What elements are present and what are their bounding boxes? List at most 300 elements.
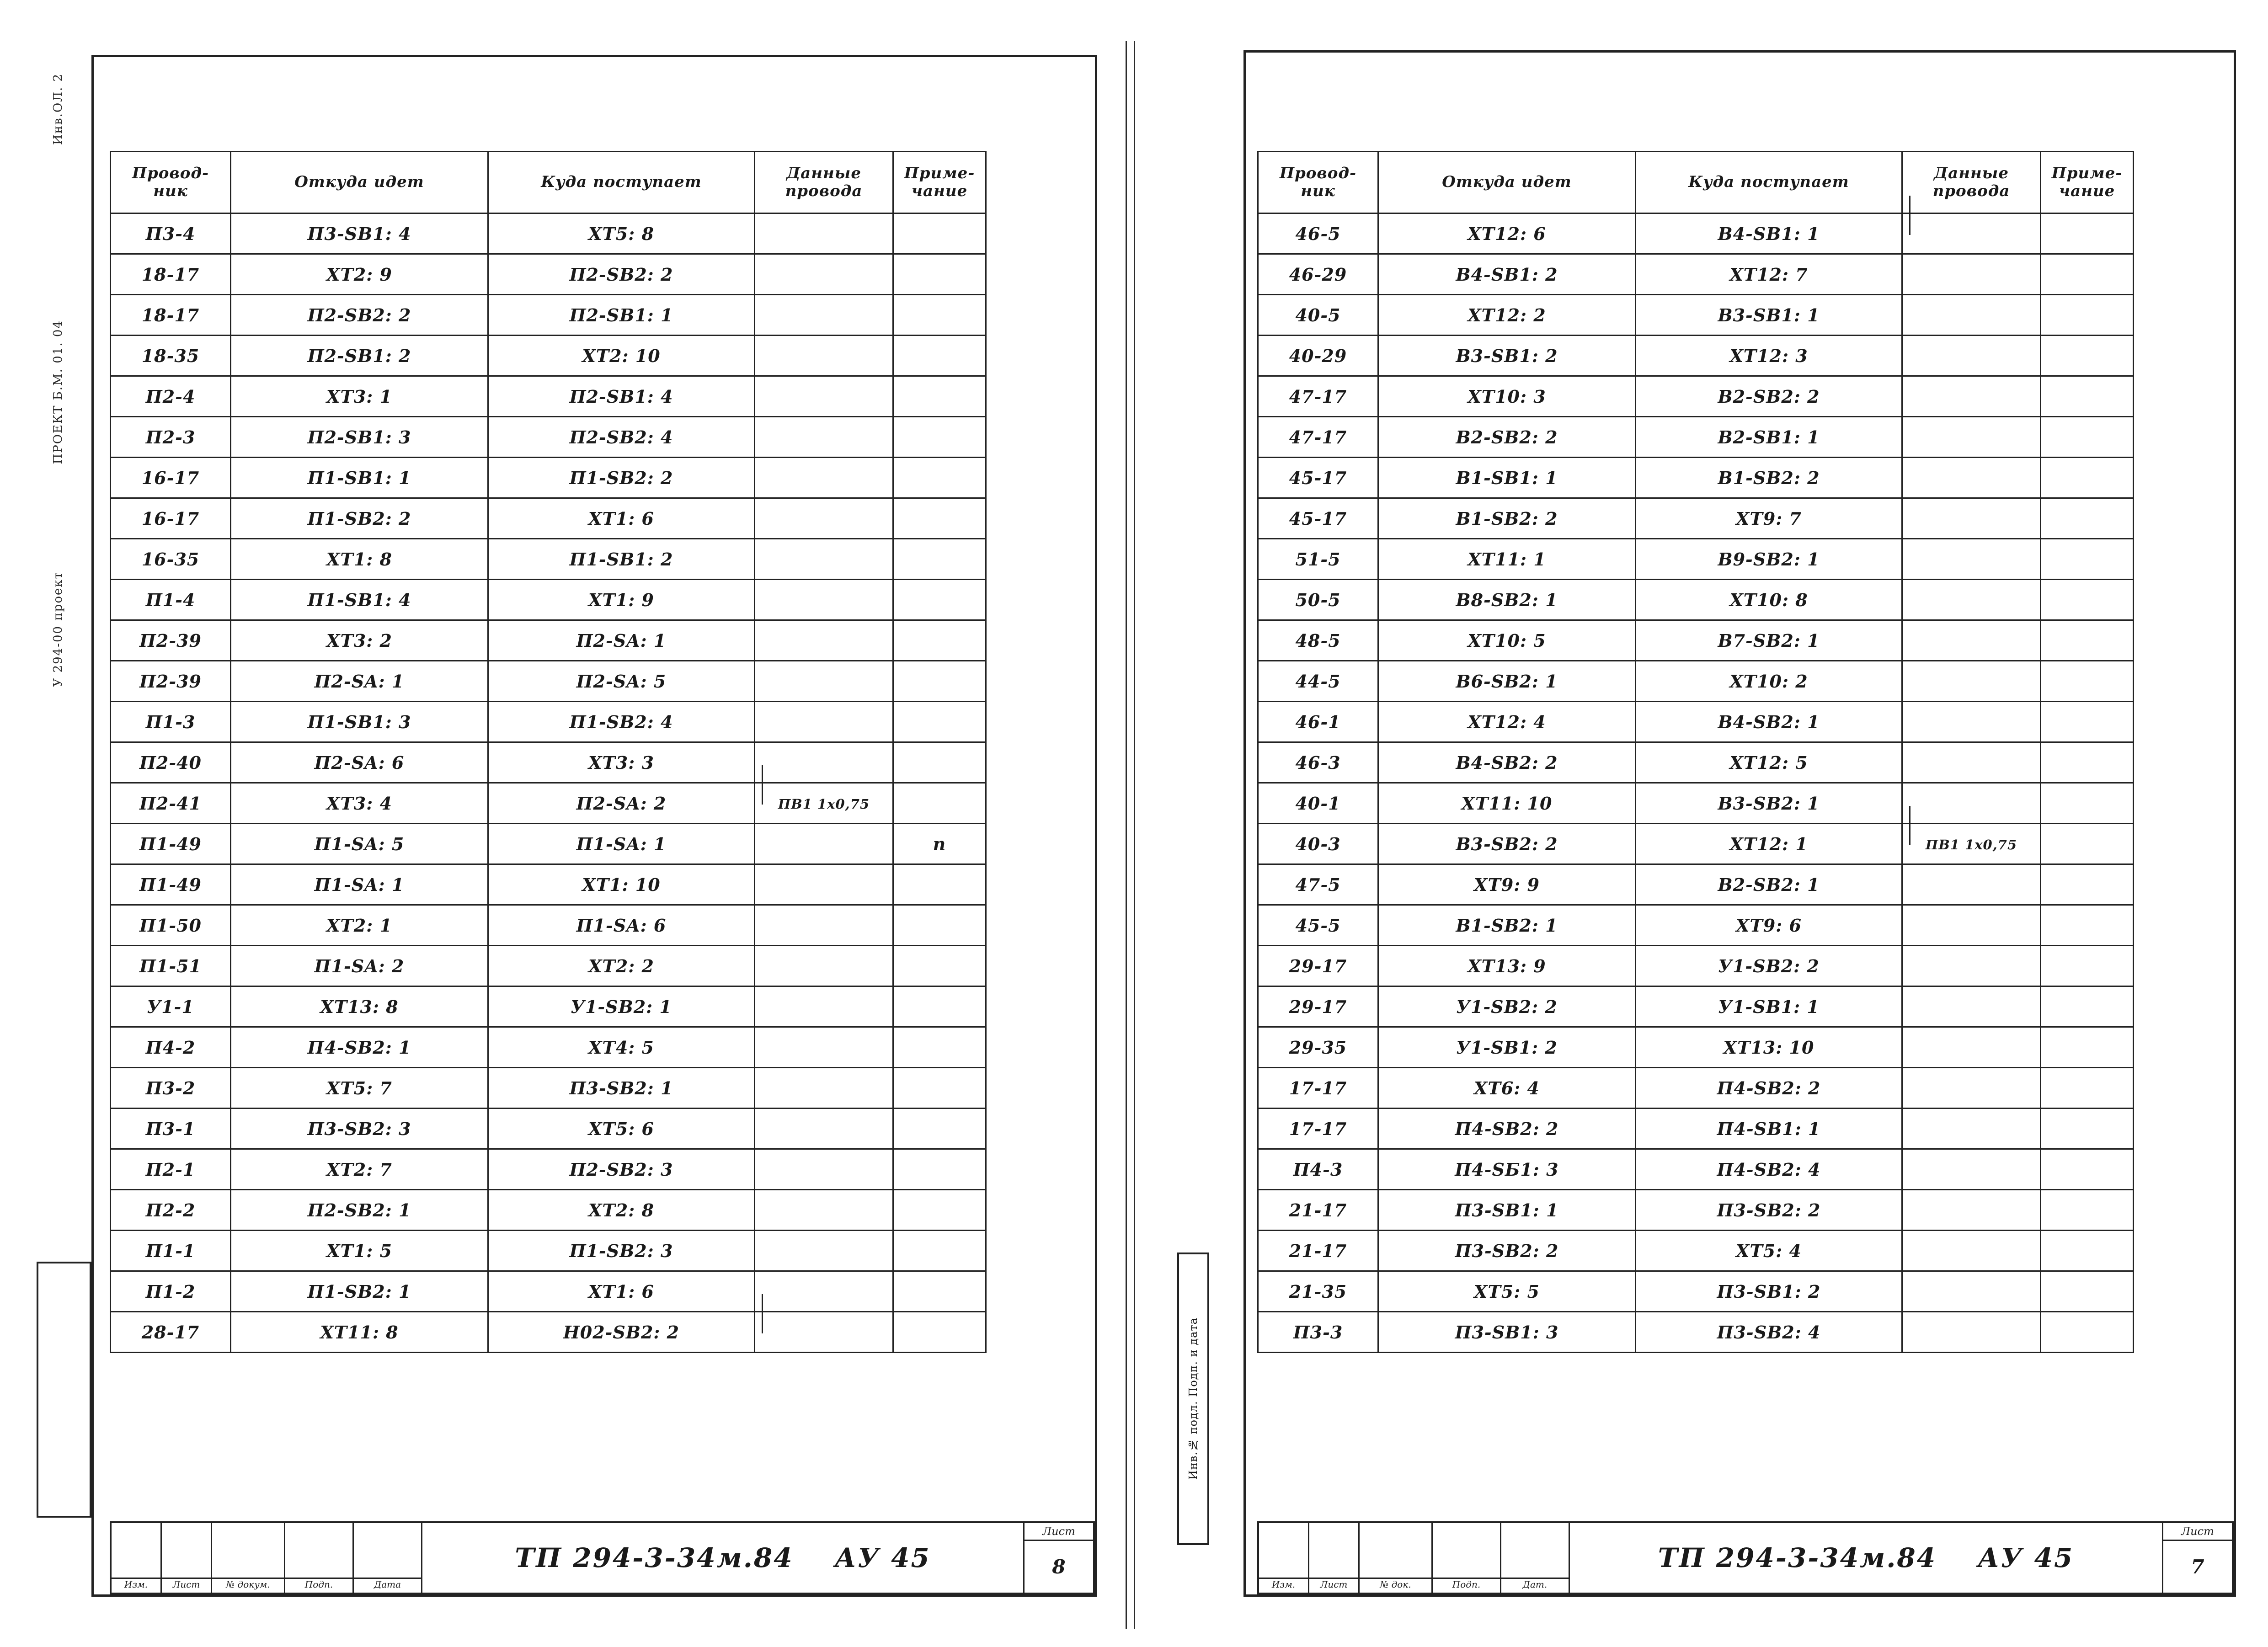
cell-conductor: 16-35 xyxy=(111,539,231,580)
cell-conductor: П2-40 xyxy=(111,742,231,783)
table-row xyxy=(1258,213,2134,254)
cell-conductor: 50-5 xyxy=(1258,580,1378,620)
cell-from: У1-SB2: 2 xyxy=(1378,986,1636,1027)
cell-note xyxy=(893,417,986,458)
right-margin-box xyxy=(1177,1253,1209,1545)
cell-note xyxy=(2041,1190,2134,1231)
cell-from: П1-SB1: 1 xyxy=(231,458,488,498)
cell-wire-data xyxy=(755,417,893,458)
cell-note xyxy=(893,1109,986,1149)
cell-wire-data xyxy=(755,539,893,580)
cell-from: XT2: 9 xyxy=(231,254,488,295)
left-sheet-number-box xyxy=(1023,1523,1093,1593)
table-header-row xyxy=(1258,152,2134,213)
cell-conductor: П1-50 xyxy=(111,905,231,946)
cell-to: П4-SB1: 1 xyxy=(1636,1109,1902,1149)
cell-from: В4-SB1: 2 xyxy=(1378,254,1636,295)
cell-note xyxy=(893,1312,986,1353)
stamp-label-list: Лист xyxy=(1309,1578,1358,1593)
cell-note xyxy=(893,661,986,702)
table-row xyxy=(1258,946,2134,986)
cell-wire-data xyxy=(755,1149,893,1190)
cell-to: П2-SB1: 4 xyxy=(488,376,755,417)
cell-to: XT2: 2 xyxy=(488,946,755,986)
cell-wire-data xyxy=(755,498,893,539)
cell-to: XT2: 8 xyxy=(488,1190,755,1231)
cell-conductor: П2-2 xyxy=(111,1190,231,1231)
cell-wire-data xyxy=(755,864,893,905)
cell-conductor: 17-17 xyxy=(1258,1109,1378,1149)
cell-wire-data xyxy=(1902,783,2041,824)
table-row xyxy=(111,824,986,864)
cell-conductor: П2-4 xyxy=(111,376,231,417)
cell-to: П2-SB2: 4 xyxy=(488,417,755,458)
cell-note xyxy=(893,539,986,580)
left-margin-box xyxy=(37,1262,91,1518)
table-header-row xyxy=(111,152,986,213)
table-row xyxy=(1258,376,2134,417)
cell-wire-data xyxy=(1902,254,2041,295)
cell-from: В3-SB1: 2 xyxy=(1378,336,1636,376)
cell-from: XT11: 8 xyxy=(231,1312,488,1353)
cell-from: П3-SB1: 1 xyxy=(1378,1190,1636,1231)
cell-from: П1-SB1: 4 xyxy=(231,580,488,620)
cell-to: В7-SB2: 1 xyxy=(1636,620,1902,661)
cell-wire-data xyxy=(755,458,893,498)
cell-from: В1-SB2: 1 xyxy=(1378,905,1636,946)
cell-note xyxy=(893,458,986,498)
cell-conductor: 40-5 xyxy=(1258,295,1378,336)
cell-wire-data xyxy=(1902,1271,2041,1312)
cell-wire-data xyxy=(1902,1312,2041,1353)
cell-conductor: 46-29 xyxy=(1258,254,1378,295)
table-row xyxy=(111,946,986,986)
cell-wire-data xyxy=(755,620,893,661)
header-to: Куда поступает xyxy=(1636,152,1902,213)
cell-from: В3-SB2: 2 xyxy=(1378,824,1636,864)
table-row xyxy=(1258,1027,2134,1068)
cell-note xyxy=(2041,458,2134,498)
cell-note xyxy=(893,1231,986,1271)
cell-from: П1-SA: 2 xyxy=(231,946,488,986)
table-row xyxy=(111,539,986,580)
cell-to: П1-SB2: 2 xyxy=(488,458,755,498)
cell-conductor: П3-4 xyxy=(111,213,231,254)
table-row xyxy=(1258,1149,2134,1190)
cell-to: XT4: 5 xyxy=(488,1027,755,1068)
cell-conductor: 40-1 xyxy=(1258,783,1378,824)
cell-from: XT1: 5 xyxy=(231,1231,488,1271)
cell-from: П3-SB1: 3 xyxy=(1378,1312,1636,1353)
right-table-body xyxy=(1258,213,2134,1353)
cell-from: XT5: 5 xyxy=(1378,1271,1636,1312)
cell-to: В2-SB2: 2 xyxy=(1636,376,1902,417)
table-row xyxy=(1258,336,2134,376)
table-row xyxy=(1258,864,2134,905)
cell-note xyxy=(893,1149,986,1190)
cell-conductor: П4-3 xyxy=(1258,1149,1378,1190)
cell-note xyxy=(2041,1231,2134,1271)
table-row xyxy=(1258,498,2134,539)
cell-note xyxy=(2041,864,2134,905)
cell-conductor: П2-1 xyxy=(111,1149,231,1190)
cell-to: XT5: 8 xyxy=(488,213,755,254)
stamp-label-podp: Подп. xyxy=(285,1578,352,1593)
cell-note xyxy=(893,986,986,1027)
cell-to: У1-SB2: 2 xyxy=(1636,946,1902,986)
cell-wire-data xyxy=(1902,295,2041,336)
cell-to: П4-SB2: 2 xyxy=(1636,1068,1902,1109)
cell-conductor: 45-5 xyxy=(1258,905,1378,946)
cell-from: XT6: 4 xyxy=(1378,1068,1636,1109)
cell-to: XT1: 6 xyxy=(488,1271,755,1312)
cell-from: XT3: 1 xyxy=(231,376,488,417)
cell-conductor: П4-2 xyxy=(111,1027,231,1068)
cell-note xyxy=(893,783,986,824)
cell-to: П2-SA: 1 xyxy=(488,620,755,661)
cell-conductor: П2-41 xyxy=(111,783,231,824)
table-row xyxy=(111,620,986,661)
cell-conductor: 17-17 xyxy=(1258,1068,1378,1109)
cell-conductor: 28-17 xyxy=(111,1312,231,1353)
cell-note xyxy=(2041,1109,2134,1149)
cell-conductor: П1-4 xyxy=(111,580,231,620)
cell-to: Н02-SB2: 2 xyxy=(488,1312,755,1353)
table-row xyxy=(1258,580,2134,620)
cell-from: П1-SA: 5 xyxy=(231,824,488,864)
cell-wire-data xyxy=(755,946,893,986)
cell-from: XT3: 2 xyxy=(231,620,488,661)
cell-note: п xyxy=(893,824,986,864)
cell-wire-data xyxy=(1902,1149,2041,1190)
cell-note xyxy=(2041,1149,2134,1190)
table-row xyxy=(1258,783,2134,824)
table-row xyxy=(111,295,986,336)
cell-to: В4-SB2: 1 xyxy=(1636,702,1902,742)
table-row xyxy=(1258,661,2134,702)
cell-to: В3-SB1: 1 xyxy=(1636,295,1902,336)
cell-note xyxy=(2041,986,2134,1027)
separator-line-2 xyxy=(1134,41,1135,1629)
cell-conductor: П3-1 xyxy=(111,1109,231,1149)
cell-note xyxy=(893,498,986,539)
cell-note xyxy=(2041,1027,2134,1068)
cell-conductor: П2-39 xyxy=(111,661,231,702)
table-row xyxy=(111,986,986,1027)
cell-from: XT11: 10 xyxy=(1378,783,1636,824)
cell-conductor: 46-3 xyxy=(1258,742,1378,783)
cell-wire-data xyxy=(1902,1190,2041,1231)
table-row xyxy=(111,1231,986,1271)
header-from: Откуда идет xyxy=(231,152,488,213)
left-stamp-main xyxy=(422,1523,1023,1593)
sheet-label: Лист xyxy=(1025,1523,1093,1541)
cell-note xyxy=(2041,539,2134,580)
cell-from: В6-SB2: 1 xyxy=(1378,661,1636,702)
cell-from: П2-SB2: 2 xyxy=(231,295,488,336)
cell-note xyxy=(2041,1068,2134,1109)
cell-from: П2-SB1: 3 xyxy=(231,417,488,458)
table-row xyxy=(111,498,986,539)
table-row xyxy=(1258,1231,2134,1271)
cell-from: П4-SБ1: 3 xyxy=(1378,1149,1636,1190)
cell-wire-data xyxy=(1902,498,2041,539)
cell-conductor: 21-17 xyxy=(1258,1231,1378,1271)
right-wiring-table xyxy=(1257,151,2134,1353)
right-stamp-main xyxy=(1570,1523,2162,1593)
cell-wire-data xyxy=(755,742,893,783)
cell-to: У1-SB2: 1 xyxy=(488,986,755,1027)
cell-from: XT12: 2 xyxy=(1378,295,1636,336)
cell-wire-data xyxy=(1902,620,2041,661)
cell-wire-data xyxy=(755,702,893,742)
cell-to: XT12: 3 xyxy=(1636,336,1902,376)
left-side-text-mid: ПРОЕКТ Б.М. 01. 04 xyxy=(51,320,65,464)
stamp-label-list: Лист xyxy=(162,1578,211,1593)
table-row xyxy=(111,661,986,702)
table-row xyxy=(111,702,986,742)
table-row xyxy=(111,864,986,905)
cell-note xyxy=(893,905,986,946)
table-row xyxy=(1258,905,2134,946)
cell-note xyxy=(893,213,986,254)
cell-wire-data xyxy=(755,1027,893,1068)
cell-from: XT13: 9 xyxy=(1378,946,1636,986)
cell-to: П2-SB2: 2 xyxy=(488,254,755,295)
cell-conductor: 18-17 xyxy=(111,254,231,295)
table-row xyxy=(1258,702,2134,742)
cell-wire-data xyxy=(1902,1231,2041,1271)
table-row xyxy=(111,254,986,295)
drawing-number: ТП 294-3-34м.84 xyxy=(1658,1542,1937,1573)
table-row xyxy=(111,336,986,376)
sheet-number: 8 xyxy=(1052,1556,1066,1578)
cell-to: XT13: 10 xyxy=(1636,1027,1902,1068)
drawing-number: ТП 294-3-34м.84 xyxy=(515,1542,794,1573)
cell-to: XT10: 8 xyxy=(1636,580,1902,620)
cell-note xyxy=(893,1027,986,1068)
cell-from: XT10: 5 xyxy=(1378,620,1636,661)
cell-wire-data xyxy=(1902,905,2041,946)
table-row xyxy=(111,1068,986,1109)
cell-wire-data xyxy=(755,986,893,1027)
cell-conductor: П1-2 xyxy=(111,1271,231,1312)
table-row xyxy=(1258,1271,2134,1312)
cell-wire-data xyxy=(755,295,893,336)
cell-to: П3-SB2: 1 xyxy=(488,1068,755,1109)
cell-wire-data xyxy=(1902,213,2041,254)
cell-to: XT10: 2 xyxy=(1636,661,1902,702)
cell-wire-data xyxy=(1902,539,2041,580)
cell-wire-data xyxy=(755,1109,893,1149)
cell-conductor: 47-17 xyxy=(1258,376,1378,417)
table-row xyxy=(1258,1312,2134,1353)
cell-to: XT9: 7 xyxy=(1636,498,1902,539)
stamp-label-izm: Изм. xyxy=(1259,1578,1308,1593)
cell-from: XT13: 8 xyxy=(231,986,488,1027)
cell-wire-data xyxy=(1902,946,2041,986)
cell-to: П2-SA: 5 xyxy=(488,661,755,702)
cell-wire-data xyxy=(1902,376,2041,417)
cell-note xyxy=(893,620,986,661)
cell-conductor: 40-29 xyxy=(1258,336,1378,376)
sheet-number: 7 xyxy=(2191,1556,2204,1578)
cell-to: XT1: 6 xyxy=(488,498,755,539)
cell-conductor: П1-49 xyxy=(111,864,231,905)
cell-wire-data xyxy=(1902,986,2041,1027)
cell-conductor: 47-17 xyxy=(1258,417,1378,458)
cell-note xyxy=(893,864,986,905)
cell-wire-data xyxy=(1902,336,2041,376)
cell-to: XT9: 6 xyxy=(1636,905,1902,946)
cell-conductor: П2-39 xyxy=(111,620,231,661)
cell-note xyxy=(2041,213,2134,254)
cell-from: В8-SB2: 1 xyxy=(1378,580,1636,620)
cell-wire-data xyxy=(1902,702,2041,742)
cell-note xyxy=(2041,742,2134,783)
cell-from: XT9: 9 xyxy=(1378,864,1636,905)
cell-from: П3-SB1: 4 xyxy=(231,213,488,254)
cell-to: П3-SB1: 2 xyxy=(1636,1271,1902,1312)
table-row xyxy=(111,213,986,254)
cell-to: В2-SB2: 1 xyxy=(1636,864,1902,905)
cell-wire-data xyxy=(755,1068,893,1109)
cell-from: П2-SA: 1 xyxy=(231,661,488,702)
cell-from: XT2: 1 xyxy=(231,905,488,946)
cell-wire-data xyxy=(755,580,893,620)
table-row xyxy=(1258,295,2134,336)
cell-wire-data xyxy=(755,1312,893,1353)
cell-wire-data: ПВ1 1х0,75 xyxy=(755,783,893,824)
cell-note xyxy=(893,376,986,417)
cell-conductor: 40-3 xyxy=(1258,824,1378,864)
cell-note xyxy=(893,1271,986,1312)
cell-note xyxy=(2041,1312,2134,1353)
table-row xyxy=(111,1190,986,1231)
cell-note xyxy=(2041,498,2134,539)
stamp-label-data: Дата xyxy=(354,1578,421,1593)
cell-from: В1-SB2: 2 xyxy=(1378,498,1636,539)
cell-note xyxy=(2041,783,2134,824)
cell-note xyxy=(2041,905,2134,946)
cell-from: П2-SB1: 2 xyxy=(231,336,488,376)
header-to: Куда поступает xyxy=(488,152,755,213)
cell-wire-data xyxy=(755,1231,893,1271)
left-side-text-low: У 294-00 проект xyxy=(51,571,65,687)
cell-wire-data xyxy=(1902,417,2041,458)
cell-wire-data xyxy=(755,824,893,864)
table-row xyxy=(111,1312,986,1353)
cell-wire-data xyxy=(755,661,893,702)
cell-wire-data xyxy=(755,1190,893,1231)
cell-note xyxy=(2041,661,2134,702)
cell-to: В2-SB1: 1 xyxy=(1636,417,1902,458)
cell-to: XT1: 9 xyxy=(488,580,755,620)
cell-wire-data xyxy=(755,254,893,295)
cell-to: В4-SB1: 1 xyxy=(1636,213,1902,254)
stamp-label-izm: Изм. xyxy=(112,1578,160,1593)
cell-to: П3-SB2: 2 xyxy=(1636,1190,1902,1231)
cell-note xyxy=(2041,946,2134,986)
cell-from: В1-SB1: 1 xyxy=(1378,458,1636,498)
cell-to: XT2: 10 xyxy=(488,336,755,376)
table-row xyxy=(111,742,986,783)
stamp-label-podp: Подп. xyxy=(1433,1578,1500,1593)
header-note: Приме- чание xyxy=(2041,152,2134,213)
cell-to: В1-SB2: 2 xyxy=(1636,458,1902,498)
cell-note xyxy=(893,580,986,620)
cell-from: XT11: 1 xyxy=(1378,539,1636,580)
cell-from: П4-SB2: 1 xyxy=(231,1027,488,1068)
cell-to: XT12: 7 xyxy=(1636,254,1902,295)
cell-to: П1-SB2: 4 xyxy=(488,702,755,742)
left-title-block xyxy=(110,1521,1095,1594)
cell-to: П1-SB2: 3 xyxy=(488,1231,755,1271)
cell-to: XT12: 5 xyxy=(1636,742,1902,783)
cell-note xyxy=(2041,295,2134,336)
cell-from: П2-SA: 6 xyxy=(231,742,488,783)
table-row xyxy=(111,1027,986,1068)
cell-note xyxy=(893,254,986,295)
cell-conductor: 21-35 xyxy=(1258,1271,1378,1312)
table-row xyxy=(1258,254,2134,295)
cell-from: П4-SB2: 2 xyxy=(1378,1109,1636,1149)
header-from: Откуда идет xyxy=(1378,152,1636,213)
cell-conductor: 46-5 xyxy=(1258,213,1378,254)
cell-to: П3-SB2: 4 xyxy=(1636,1312,1902,1353)
right-stamp-revision-cells xyxy=(1259,1523,1570,1593)
cell-note xyxy=(2041,1271,2134,1312)
cell-from: XT12: 6 xyxy=(1378,213,1636,254)
cell-to: XT5: 4 xyxy=(1636,1231,1902,1271)
table-row xyxy=(1258,539,2134,580)
table-row xyxy=(111,458,986,498)
cell-wire-data xyxy=(755,1271,893,1312)
cell-note xyxy=(2041,417,2134,458)
cell-note xyxy=(893,946,986,986)
cell-to: П2-SB2: 3 xyxy=(488,1149,755,1190)
cell-wire-data xyxy=(1902,580,2041,620)
drawing-mark: АУ 45 xyxy=(1978,1542,2074,1573)
cell-from: П2-SB2: 1 xyxy=(231,1190,488,1231)
cell-conductor: 47-5 xyxy=(1258,864,1378,905)
cell-from: В2-SB2: 2 xyxy=(1378,417,1636,458)
cell-note xyxy=(2041,702,2134,742)
table-row xyxy=(1258,1190,2134,1231)
cell-to: П1-SA: 1 xyxy=(488,824,755,864)
cell-to: В3-SB2: 1 xyxy=(1636,783,1902,824)
cell-conductor: 21-17 xyxy=(1258,1190,1378,1231)
table-row xyxy=(1258,824,2134,864)
header-note: Приме- чание xyxy=(893,152,986,213)
cell-note xyxy=(2041,580,2134,620)
cell-from: П1-SB2: 1 xyxy=(231,1271,488,1312)
cell-to: П4-SB2: 4 xyxy=(1636,1149,1902,1190)
table-row xyxy=(111,1149,986,1190)
cell-conductor: 29-17 xyxy=(1258,946,1378,986)
cell-note xyxy=(2041,376,2134,417)
cell-to: XT12: 1 xyxy=(1636,824,1902,864)
stamp-label-docnum: № докум. xyxy=(212,1578,284,1593)
stamp-label-docnum: № док. xyxy=(1360,1578,1431,1593)
left-wiring-table xyxy=(110,151,987,1353)
cell-from: В4-SB2: 2 xyxy=(1378,742,1636,783)
header-conductor: Провод- ник xyxy=(1258,152,1378,213)
cell-wire-data xyxy=(1902,1068,2041,1109)
sheet-label: Лист xyxy=(2163,1523,2232,1541)
cell-wire-data xyxy=(755,376,893,417)
cell-note xyxy=(2041,336,2134,376)
